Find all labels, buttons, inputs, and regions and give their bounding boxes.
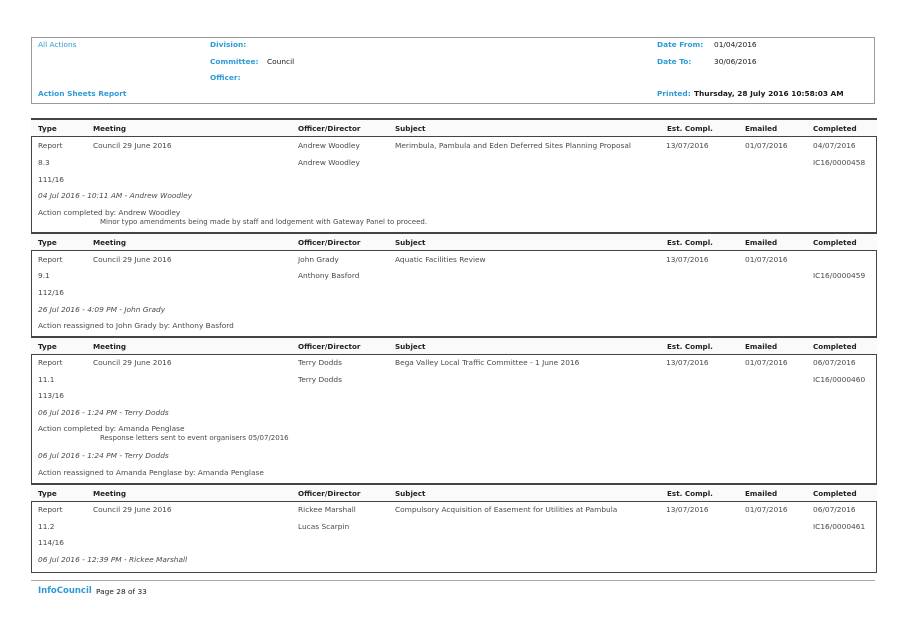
- col-type: Type: [38, 489, 57, 498]
- record-item-number: 9.1: [38, 271, 50, 280]
- record-est-compl: 13/07/2016: [666, 141, 709, 150]
- column-header-row: [31, 336, 877, 355]
- record-type: Report: [38, 505, 63, 514]
- record-est-compl: 13/07/2016: [666, 505, 709, 514]
- col-subject: Subject: [395, 489, 426, 498]
- col-meeting: Meeting: [93, 342, 127, 351]
- record-type: Report: [38, 255, 63, 264]
- all-actions-label: All Actions: [38, 40, 77, 49]
- record-note: Action completed by: Andrew Woodley: [38, 208, 181, 217]
- record-subject: Aquatic Facilities Review: [395, 255, 486, 264]
- record-officer: Rickee Marshall: [298, 505, 356, 514]
- record-note: Action reassigned to Amanda Penglase by: Amanda Penglase: [38, 468, 264, 477]
- record-log-entry: 06 Jul 2016 - 12:39 PM - Rickee Marshall: [38, 555, 188, 564]
- record-director: Lucas Scarpin: [298, 522, 350, 531]
- date-to-value: 30/06/2016: [714, 57, 757, 66]
- date-from-label: Date From:: [657, 40, 704, 49]
- committee-label: Committee:: [210, 57, 259, 66]
- record-completed: 06/07/2016: [813, 358, 856, 367]
- record-officer: Terry Dodds: [298, 358, 342, 367]
- col-officer: Officer/Director: [298, 124, 361, 133]
- record-emailed: 01/07/2016: [745, 505, 788, 514]
- record-meeting: Council 29 June 2016: [93, 358, 172, 367]
- record-subject: Merimbula, Pambula and Eden Deferred Sites Planning Proposal: [395, 141, 631, 150]
- record-log-entry: 04 Jul 2016 - 10:11 AM - Andrew Woodley: [38, 191, 193, 200]
- committee-value: Council: [267, 57, 295, 66]
- col-est-compl: Est. Compl.: [667, 342, 713, 351]
- record-type: Report: [38, 358, 63, 367]
- date-from-value: 01/04/2016: [714, 40, 757, 49]
- record-emailed: 01/07/2016: [745, 141, 788, 150]
- record-note-detail: Response letters sent to event organisers 05/07/2016: [100, 434, 289, 442]
- record-meeting: Council 29 June 2016: [93, 141, 172, 150]
- record-resolution: 113/16: [38, 391, 65, 400]
- col-completed: Completed: [813, 489, 857, 498]
- printed-value: Thursday, 28 July 2016 10:58:03 AM: [694, 89, 844, 98]
- col-meeting: Meeting: [93, 238, 127, 247]
- record-log-entry: 06 Jul 2016 - 1:24 PM - Terry Dodds: [38, 451, 169, 460]
- col-est-compl: Est. Compl.: [667, 489, 713, 498]
- record-resolution: 111/16: [38, 175, 65, 184]
- record-log-entry: 26 Jul 2016 - 4:09 PM - John Grady: [38, 305, 166, 314]
- printed-label: Printed:: [657, 89, 691, 98]
- record-director: Anthony Basford: [298, 271, 360, 280]
- col-type: Type: [38, 342, 57, 351]
- column-header-row: [31, 232, 877, 251]
- col-subject: Subject: [395, 238, 426, 247]
- col-completed: Completed: [813, 124, 857, 133]
- infocouncil-logo: InfoCouncil: [38, 586, 92, 596]
- record-meeting: Council 29 June 2016: [93, 255, 172, 264]
- record-director: Terry Dodds: [298, 375, 342, 384]
- record-reference: IC16/0000459: [813, 271, 866, 280]
- record-subject: Compulsory Acquisition of Easement for Utilities at Pambula: [395, 505, 618, 514]
- record-officer: John Grady: [298, 255, 339, 264]
- record-note: Action completed by: Amanda Penglase: [38, 424, 185, 433]
- col-emailed: Emailed: [745, 342, 778, 351]
- record-resolution: 112/16: [38, 288, 65, 297]
- division-label: Division:: [210, 40, 247, 49]
- col-meeting: Meeting: [93, 124, 127, 133]
- date-to-label: Date To:: [657, 57, 692, 66]
- col-subject: Subject: [395, 342, 426, 351]
- col-officer: Officer/Director: [298, 489, 361, 498]
- col-meeting: Meeting: [93, 489, 127, 498]
- record-subject: Bega Valley Local Traffic Committee - 1 June 2016: [395, 358, 580, 367]
- col-est-compl: Est. Compl.: [667, 124, 713, 133]
- record-item-number: 11.1: [38, 375, 55, 384]
- record-resolution: 114/16: [38, 538, 65, 547]
- record-reference: IC16/0000461: [813, 522, 866, 531]
- record-item-number: 8.3: [38, 158, 50, 167]
- col-emailed: Emailed: [745, 489, 778, 498]
- col-subject: Subject: [395, 124, 426, 133]
- record-meeting: Council 29 June 2016: [93, 505, 172, 514]
- record-director: Andrew Woodley: [298, 158, 360, 167]
- page-number: Page 28 of 33: [96, 587, 147, 596]
- footer-divider: [31, 580, 875, 581]
- record-type: Report: [38, 141, 63, 150]
- record-completed: 04/07/2016: [813, 141, 856, 150]
- col-completed: Completed: [813, 238, 857, 247]
- record-item-number: 11.2: [38, 522, 55, 531]
- record-est-compl: 13/07/2016: [666, 358, 709, 367]
- column-header-row: [31, 483, 877, 502]
- col-emailed: Emailed: [745, 124, 778, 133]
- col-type: Type: [38, 238, 57, 247]
- record-completed: 06/07/2016: [813, 505, 856, 514]
- col-officer: Officer/Director: [298, 238, 361, 247]
- officer-label: Officer:: [210, 73, 241, 82]
- record-reference: IC16/0000458: [813, 158, 866, 167]
- report-title: Action Sheets Report: [38, 89, 127, 98]
- record-officer: Andrew Woodley: [298, 141, 360, 150]
- record-emailed: 01/07/2016: [745, 255, 788, 264]
- record-note: Action reassigned to John Grady by: Anthony Basford: [38, 321, 234, 330]
- col-est-compl: Est. Compl.: [667, 238, 713, 247]
- record-reference: IC16/0000460: [813, 375, 866, 384]
- column-header-row: [31, 118, 877, 137]
- record-note-detail: Minor typo amendments being made by staff and lodgement with Gateway Panel to proceed.: [100, 218, 428, 226]
- record-log-entry: 06 Jul 2016 - 1:24 PM - Terry Dodds: [38, 408, 169, 417]
- record-emailed: 01/07/2016: [745, 358, 788, 367]
- col-emailed: Emailed: [745, 238, 778, 247]
- col-type: Type: [38, 124, 57, 133]
- col-completed: Completed: [813, 342, 857, 351]
- record-est-compl: 13/07/2016: [666, 255, 709, 264]
- col-officer: Officer/Director: [298, 342, 361, 351]
